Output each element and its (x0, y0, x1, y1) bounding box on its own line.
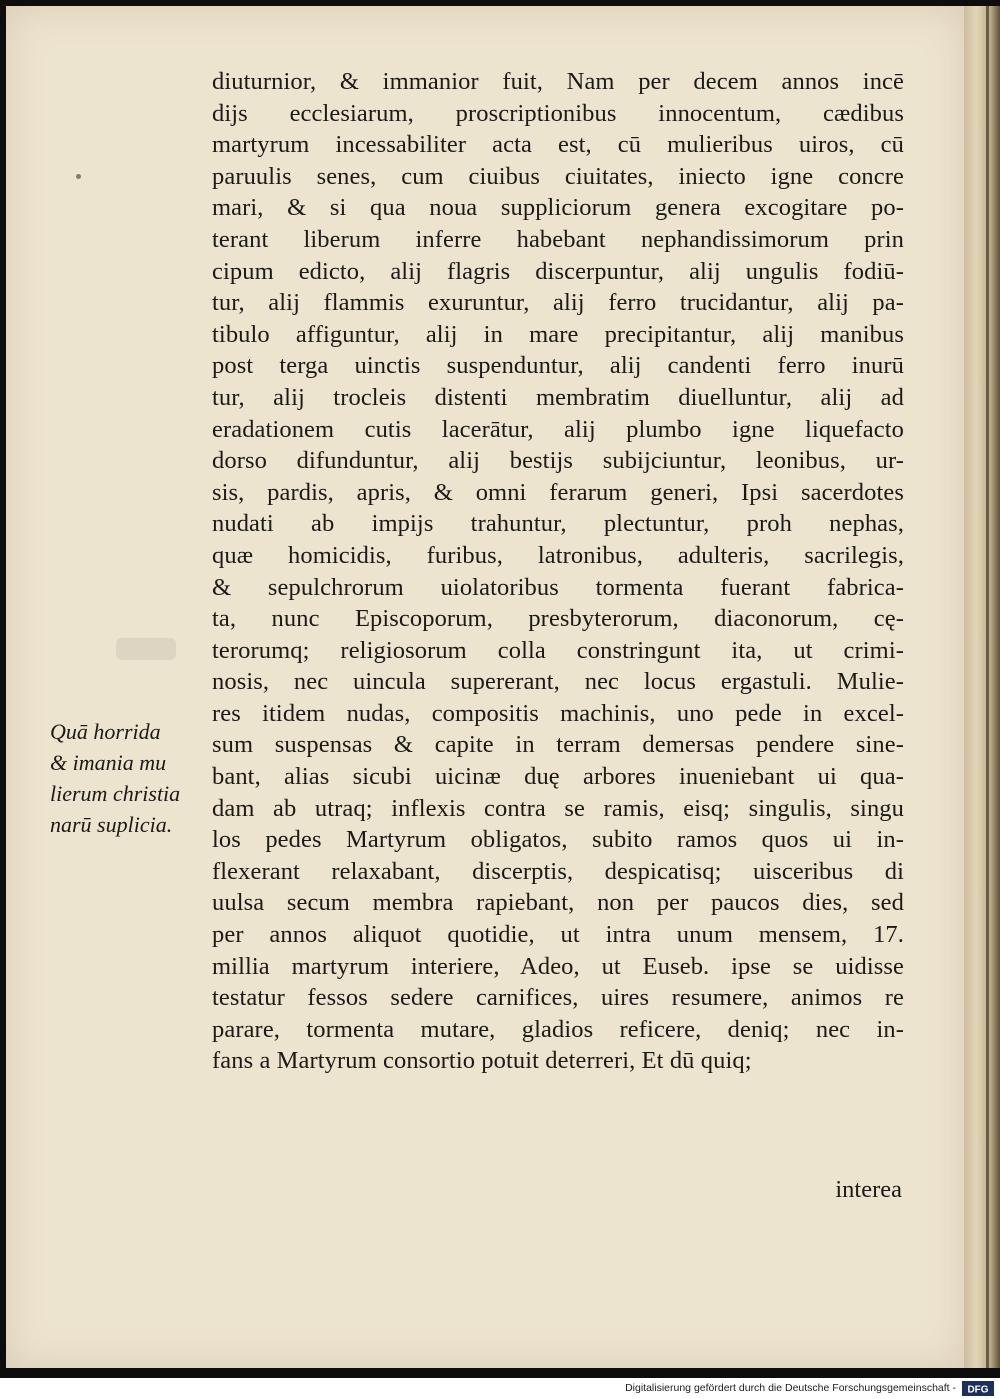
text-line: uulsa secum membra rapiebant, non per paucos dies, sed (212, 889, 904, 917)
marginal-note-line: Quā horrida (50, 719, 161, 744)
text-line: sum suspensas & capite in terram demersas pendere sine- (212, 731, 904, 759)
text-line: fans a Martyrum consortio potuit deterreri, Et dū quiq; (212, 1047, 752, 1075)
dfg-logo-icon (962, 1381, 994, 1396)
text-line: quæ homicidis, furibus, latronibus, adulteris, sacrilegis, (212, 541, 904, 569)
text-line: terant liberum inferre habebant nephandissimorum prin (212, 225, 904, 253)
text-line: millia martyrum interiere, Adeo, ut Euseb. ipse se uidisse (212, 952, 904, 980)
marginal-note-line: narū suplicia. (50, 812, 173, 837)
text-line: cipum edicto, alij flagris discerpuntur, alij ungulis fodiū- (212, 257, 904, 285)
dfg-logo-text: DFG (967, 1384, 989, 1396)
digitization-footer (0, 1378, 1000, 1399)
text-line: mari, & si qua noua suppliciorum genera excogitare po- (212, 194, 904, 222)
text-line: bant, alias sicubi uicinæ duę arbores inueniebant ui qua- (212, 763, 904, 791)
text-line: flexerant relaxabant, discerptis, despicatisq; uisceribus di (212, 857, 904, 885)
ink-dot (76, 174, 81, 179)
text-line: parare, tormenta mutare, gladios reficere, deniq; nec in- (212, 1015, 904, 1043)
text-line: tur, alij flammis exuruntur, alij ferro trucidantur, alij pa- (212, 289, 904, 317)
main-text-block (212, 66, 904, 1077)
text-line: testatur fessos sedere carnifices, uires resumere, animos re (212, 984, 904, 1012)
text-line: ta, nunc Episcoporum, presbyterorum, diaconorum, cę- (212, 605, 904, 633)
text-line: tibulo affiguntur, alij in mare precipitantur, alij manibus (212, 320, 904, 348)
text-line: martyrum incessabiliter acta est, cū mulieribus uiros, cū (212, 131, 904, 159)
text-line: dorso difunduntur, alij bestijs subijciuntur, leonibus, ur- (212, 447, 904, 475)
text-line: diuturnior, & immanior fuit, Nam per decem annos incē (212, 68, 904, 95)
book-gutter (964, 6, 1000, 1368)
text-line: res itidem nudas, compositis machinis, uno pede in excel- (212, 699, 904, 727)
text-line: eradationem cutis lacerātur, alij plumbo igne liquefacto (212, 415, 904, 443)
text-line: terorumq; religiosorum colla constringunt ita, ut crimi- (212, 636, 904, 664)
text-line: tur, alij trocleis distenti membratim diuelluntur, alij ad (212, 383, 904, 411)
text-line: dam ab utraq; inflexis contra se ramis, eisq; singulis, singu (212, 794, 904, 822)
text-line: dijs ecclesiarum, proscriptionibus innocentum, cædibus (212, 99, 904, 127)
marginal-note-line: & imania mu (50, 750, 167, 775)
catchword: interea (835, 1176, 902, 1203)
funding-credit: Digitalisierung gefördert durch die Deutsche Forschungsgemeinschaft - (625, 1382, 956, 1394)
gutter-shadow (986, 6, 989, 1368)
text-line: nosis, nec uincula supererant, nec locus ergastuli. Mulie- (212, 668, 904, 696)
text-line: sis, pardis, apris, & omni ferarum generi, Ipsi sacerdotes (212, 478, 904, 506)
text-line: los pedes Martyrum obligatos, subito ramos quos ui in- (212, 826, 904, 854)
text-line: & sepulchrorum uiolatoribus tormenta fuerant fabrica- (212, 573, 904, 601)
marginal-note-line: lierum christia (50, 781, 181, 806)
marginal-note (50, 716, 210, 840)
text-line: nudati ab impijs trahuntur, plectuntur, proh nephas, (212, 510, 904, 538)
text-line: paruulis senes, cum ciuibus ciuitates, iniecto igne concre (212, 162, 904, 190)
faint-stain (116, 638, 176, 660)
text-line: post terga uinctis suspenduntur, alij candenti ferro inurū (212, 352, 904, 380)
text-line: per annos aliquot quotidie, ut intra unum mensem, 17. (212, 921, 904, 949)
